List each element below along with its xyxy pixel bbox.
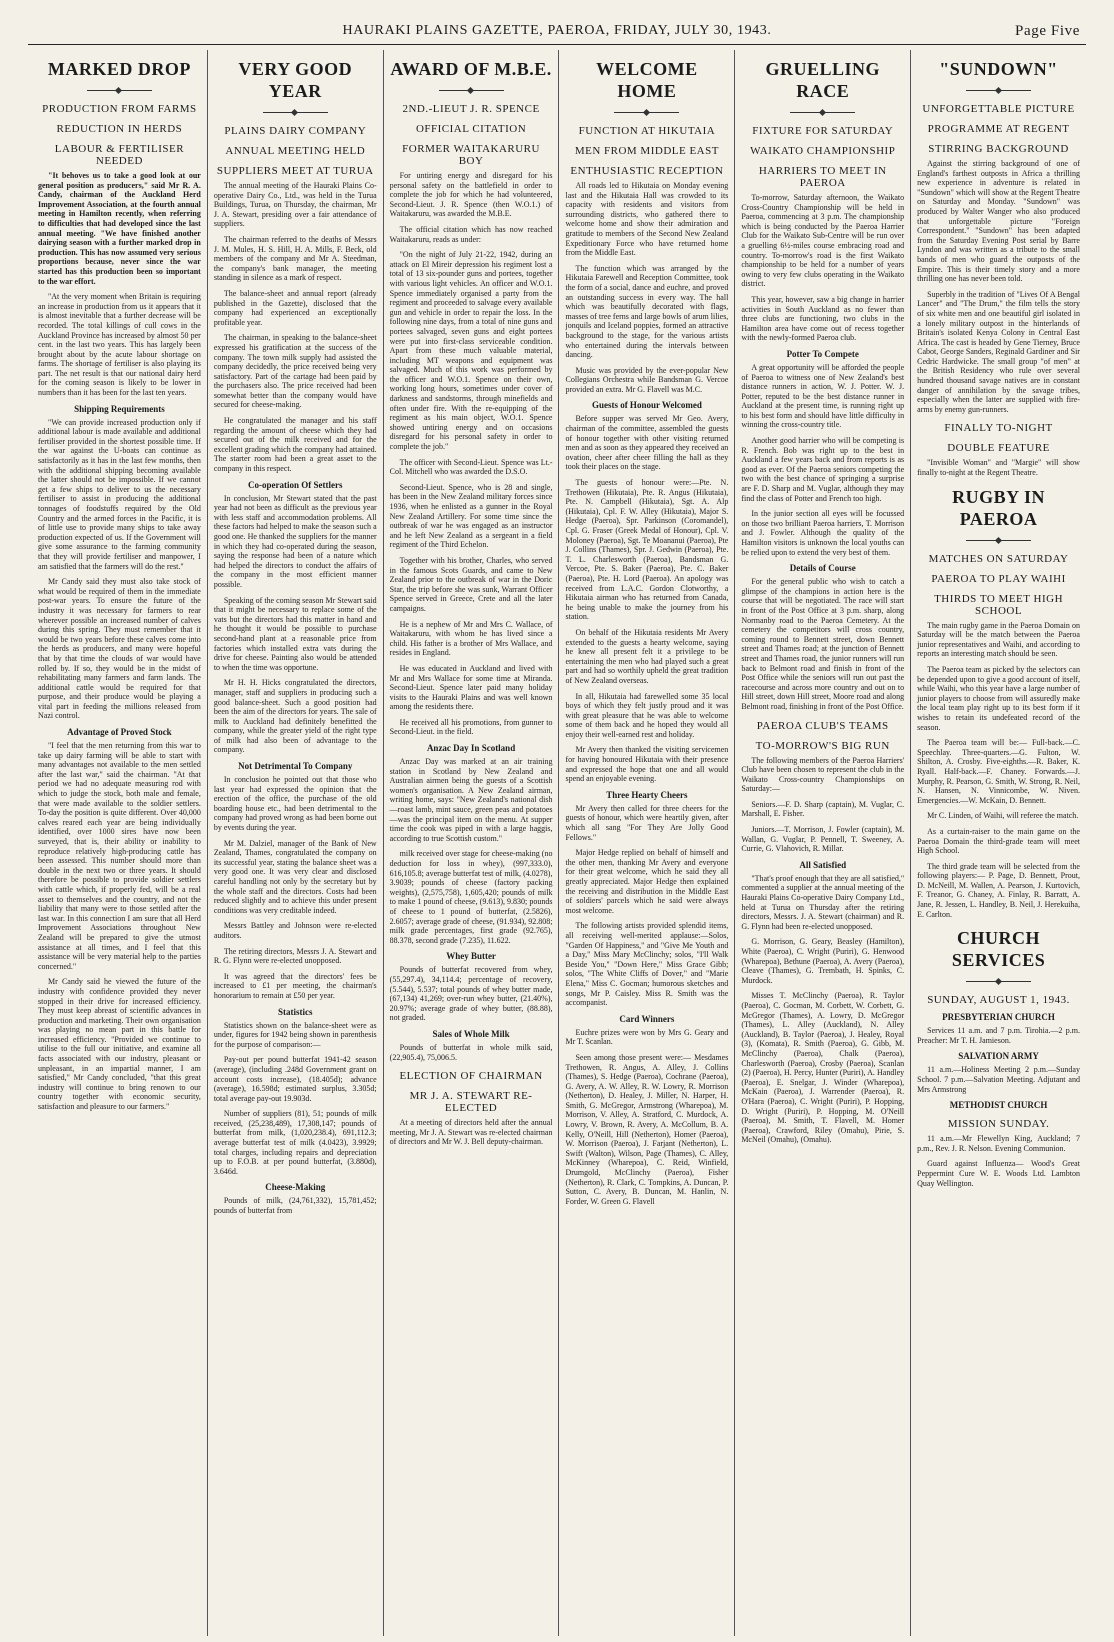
crosshead: Whey Butter: [446, 951, 496, 962]
article-headline: RUGBY IN PAEROA: [952, 486, 1045, 529]
article-paragraph: Major Hedge replied on behalf of himself and the other men, thanking Mr Avery and everyone for their great welcome, which he said they all greatly appreciated. Major Hedge then explained the receiving and distribution in the Middle East of soldiers' parcels which he said were always most welcome.: [565, 848, 729, 915]
article-paragraph: The main rugby game in the Paeroa Domain on Saturday will be the match between the Paeroa junior representatives and Waihi, and according to reports an interesting match should be seen.: [917, 620, 1080, 659]
article-headline: WELCOME HOME: [596, 59, 698, 101]
crosshead: Shipping Requirements: [74, 403, 165, 414]
sub-headline: SUNDAY, AUGUST 1, 1943.: [927, 994, 1070, 1007]
sub-headline: DOUBLE FEATURE: [947, 442, 1050, 455]
article-paragraph: Mr C. Linden, of Waihi, will referee the match.: [927, 811, 1079, 821]
article-headline: "SUNDOWN": [939, 59, 1058, 79]
sub-headline: ELECTION OF CHAIRMAN: [399, 1070, 543, 1083]
article-paragraph: Seniors.—F. D. Sharp (captain), M. Vuglar, C. Marshall, E. Fisher.: [741, 799, 905, 819]
sub-headline: MEN FROM MIDDLE EAST: [574, 145, 719, 157]
article-paragraph: Statistics shown on the balance-sheet were as under, figures for 1942 being shown in parenthesis for the purpose of comparison:—: [213, 1020, 377, 1049]
sub-headline: FUNCTION AT HIKUTAIA: [578, 125, 716, 137]
article-paragraph: The Paeroa team will be:— Full-back.—C. Speechlay. Three-quarters.—G. Fulton, W. Shilton, A. Crosby. Five-eighths.—R. Baker, K. Ryall. Half-back.—F. Chaney. Forwards.—J. Murphy, R. Pearson, G. Smith, W. Strong, R. Neil, N. Hansen, N. Vinnicombe, W. Niven. Emergencies.—W. McKain, D. Bennett.: [917, 738, 1080, 805]
article-paragraph: Euchre prizes were won by Mrs G. Geary and Mr T. Scanlan.: [565, 1027, 729, 1047]
sub-headline: MATCHES ON SATURDAY: [928, 552, 1069, 565]
crosshead: PRESBYTERIAN CHURCH: [942, 1012, 1055, 1023]
article-paragraph: Mr Avery then called for three cheers for the guests of honour, which were heartily given, after which all sang "For They Are Jolly Good Fellows.": [565, 803, 729, 842]
sub-headline: ANNUAL MEETING HELD: [225, 145, 366, 157]
sub-headline: PRODUCTION FROM FARMS: [42, 103, 197, 115]
article-paragraph: Speaking of the coming season Mr Stewart said that it might be necessary to replace some of the vats but the directors had this matter in hand and he thought it would be possible to purchase second-hand plant at a reasonable price from factories which installed extra vats during the drive for cheese. Painting also would be attended to when the time was opportune.: [213, 595, 377, 672]
article-paragraph: The function which was arranged by the Hikutaia Farewell and Reception Committee, took the form of a social, dance and euchre, and proved an outstanding success in every way. The hall which was beautifully decorated with flags, masses of tree ferns and large bowls of arum lilies, jonquils and Iceland poppies, formed an attractive background to the stage, for the various artists who entertained during the intervals between dancing.: [565, 263, 729, 360]
sub-headline: REDUCTION IN HERDS: [56, 123, 183, 135]
sub-headline: MR J. A. STEWART RE-ELECTED: [409, 1090, 533, 1115]
article-paragraph: "On the night of July 21-22, 1942, during an attack on El Mireir depression his regiment lost a total of 13 six-pounder guns and portees, together with various light vehicles. An officer and W.O.1. Spence immediately organised a party from the regiment and proceeded to salvage every available gun and vehicle in order to repair the loss. In the following nine days, from a total of nine guns and portees salvaged, seven guns and eight portees were put into first-class serviceable condition. Apart from these much valuable material, including MT weapons and equipment was salvaged. Much of this work was performed by the officer and W.O.1. Spence on their own, working long hours, sometimes under cover of darkness and sandstorms, through minefields and often under fire. With the re-equipping of the regiment as his main object, W.O.1. Spence showed untiring energy and on occasions disregard for his personal safety in order to complete the job.": [389, 250, 553, 452]
crosshead: Advantage of Proved Stock: [67, 727, 172, 738]
article-paragraph: As a curtain-raiser to the main game on the Paeroa Domain the third-grade team will meet High School.: [917, 826, 1080, 856]
article-paragraph: Music was provided by the ever-popular New Collegians Orchestra while Bandsman G. Vercoe provided an extra. Mr G. Flavell was M.C.: [565, 365, 729, 394]
article-paragraph: It was agreed that the directors' fees be increased to £1 per meeting, the chairman's honorarium to remain at £50 per year.: [213, 971, 377, 1000]
sub-headline: 2ND.-LIEUT J. R. SPENCE: [402, 103, 540, 115]
crosshead: All Satisfied: [799, 859, 847, 870]
article-paragraph: Pay-out per pound butterfat 1941-42 season (average), (including .248d Government grant on account costs increase), (18.405d); advance (average), 16.598d; estimated surplus, 3.305d; total average pay-out 19.903d.: [213, 1055, 377, 1103]
masthead: [28, 18, 1086, 45]
article-paragraph: He is a nephew of Mr and Mrs C. Wallace, of Waitakaruru, with whom he has lived since a child. His father is a brother of Mrs Wallace, and resides in England.: [389, 619, 553, 658]
article-paragraph: Misses T. McClinchy (Paeroa), R. Taylor (Paeroa), C. Gocman, M. Corbett, W. Corbett, G. McGregor (Thames), A. Lowry, D. McGregor (Thames), L. Alley (Auckland), N. Alley (Auckland), B. Taylor (Paeroa), J. Healey, Royal (3), (Komata), R. Smith (Paeroa), G. Gibb, M. McClinchy (Paeroa), Chalk (Paeroa), Charlesworth (Paeroa), Crosby (Paeroa), Scanlan (2) (Paeroa), H. Percy, Hunter (Puriri), A. Handley (Paeroa), E. Snelgar, J. Winder (Wharepoa), McKain (Paeroa), J. Warrender (Paeroa), R. O'Hara (Paeroa), C. Wright (Puriri), P. Hopping, D. Wright (Puriri), P. Hopping, M. O'Neill (Paeroa), M. Smith, T. Flavell, M. Homer (Paeroa), Crawford, Riley (Omahu), Pirie, S. McNeil (Omahu), (Omahu).: [741, 991, 905, 1145]
crosshead: Statistics: [277, 1006, 313, 1017]
article-paragraph: "Invisible Woman" and "Margie" will show finally to-night at the Regent Theatre.: [917, 458, 1080, 478]
column-6: [910, 50, 1086, 1636]
article-paragraph: Pounds of butterfat recovered from whey, (55,297.4), 34,114.4; percentage of recovery, (5.544), 5.537; total pounds of whey butter made, (67,134) 41,269; over-run whey butter, (21.40%), 20.97%; average grade of whey butter, (88.88), not graded.: [389, 965, 553, 1023]
article-paragraph: Another good harrier who will be competing is R. French. Bob was right up to the best in Auckland a few years back and from reports is as good as ever. Of the Paeroa seniors competing the two with the best chance of springing a surprise are F. D. Sharp and M. Vuglar, although they may find the class of Potter and French too high.: [741, 436, 905, 503]
column-5: [734, 50, 910, 1636]
article-paragraph: Mr M. Dalziel, manager of the Bank of New Zealand, Thames, congratulated the company on its successful year, stating the balance sheet was a very good one. It was very clear and disclosed careful handling not only by the secretary but by the whole staff and the directors. Costs had been reduced slightly and to achieve this under present conditions was very creditable indeed.: [213, 838, 377, 915]
article-paragraph: The officer with Second-Lieut. Spence was Lt.-Col. Mitchell who was awarded the D.S.O.: [389, 457, 553, 477]
article-paragraph: Superbly in the tradition of "Lives Of A Bengal Lancer" and "The Drum," the film tells the story of six white men and one beautiful girl isolated in a lonely military outpost in the hinterlands of Britain's isolated Kenya Colony in Central East Africa. The cast is headed by Gene Tierney, Bruce Cabot, George Sanders, Reginald Gardiner and Sir Cedric Hardwicke. The small group "of men" at the British Residency who rule over several hundred thousand savage natives are in constant danger of annihilation by the savage tribes, especially when the latter are supplied with fire-arms by enemy gun-runners.: [917, 289, 1080, 414]
headline-rule: [966, 90, 1031, 91]
article-paragraph: 11 a.m.—Mr Flewellyn King, Auckland; 7 p.m., Rev. J. R. Nelson. Evening Communion.: [917, 1134, 1080, 1153]
article-paragraph: The Paeroa team as picked by the selectors can be depended upon to give a good account of itself, while Waihi, who this year have a large number of junior players to choose from will assuredly make the local team play right up to its best form if it wishes to retain its undefeated record of the season.: [917, 665, 1080, 732]
crosshead: Sales of Whole Milk: [432, 1028, 510, 1039]
article-paragraph: The guests of honour were:—Pte. N. Trethowen (Hikutaia), Pte. R. Angus (Hikutaia), Pte. N. Campbell (Hikutaia), Sgt. A. Alp (Hikutaia), Cpl. F. W. Alley (Hikutaia), Major S. Hedge (Paeroa), Spr. Parkinson (Coromandel), Cpl. G. Fraser (Greek Medal of Honour), Cpl. V. Moloney (Paeroa), Sgt. Te Moananui (Paeroa), Pte J. Collins (Thames), Spr. J. Gedwin (Paeroa), Pte. T. L. Charlesworth (Paeroa), Bandsman G. Vercoe, Pte. S. Baker (Paeroa), Pte. C. Baker (Paeroa), Pte. H. Lord (Paeroa). An apology was received from L.A.C. Gordon Clotworthy, a Hikutaia airman who has returned from Canada, he being unable to make the journey from his station.: [565, 478, 729, 622]
crosshead: Cheese-Making: [265, 1182, 326, 1193]
article-paragraph: The chairman, in speaking to the balance-sheet expressed his gratification at the success of the company. The town milk supply had assisted the company decidedly, the price received being very satisfactory. Part of the cartage had been paid by the purchasers also. The price received had been somewhat better than the company would have secured for cheese-making.: [213, 333, 377, 410]
article-paragraph: Services 11 a.m. and 7 p.m. Tirohia.—2 p.m. Preacher: Mr T. H. Jamieson.: [917, 1026, 1080, 1045]
crosshead: Potter To Compete: [786, 348, 859, 359]
crosshead: Guests of Honour Welcomed: [591, 400, 702, 411]
article-paragraph: The official citation which has now reached Waitakaruru, reads as under:: [389, 224, 553, 244]
article-paragraph: At a meeting of directors held after the annual meeting, Mr J. A. Stewart was re-elected chairman of directors and Mr W. J. Bell deputy-chairman.: [389, 1118, 553, 1147]
article-paragraph: The third grade team will be selected from the following players:— P. Page, D. Bennett, Prout, D. McNeill, M. Wallen, A. Pearson, J. Kurtovich, F. Treanor, G. Chaney, A. Finlay, R. Barratt, A. Jane, R. Jessen, L. Handley, B. Neil, J. Herekuiha, E. Carlton.: [917, 861, 1080, 919]
crosshead: METHODIST CHURCH: [949, 1100, 1048, 1111]
headline-rule: [790, 112, 855, 113]
column-4: [558, 50, 734, 1636]
article-paragraph: This year, however, saw a big change in harrier activities in South Auckland as no fewer than three clubs are functioning, two clubs in the Hamilton area have come out of recess together with the newly-formed Paeroa club.: [741, 294, 905, 343]
crosshead: Not Detrimental To Company: [238, 761, 353, 772]
sub-headline: PLAINS DAIRY COMPANY: [224, 125, 367, 137]
headline-rule: [966, 540, 1031, 541]
sub-headline: FINALLY TO-NIGHT: [944, 422, 1053, 435]
article-paragraph: All roads led to Hikutaia on Monday evening last and the Hikutaia Hall was crowded to its capacity with residents and visitors from surrounding districts, who gathered there to welcome home and show their admiration and gratitude to members of the Second New Zealand Expeditionary Force who have returned home from the Middle East.: [565, 181, 729, 258]
article-paragraph: He congratulated the manager and his staff regarding the amount of cheese which they had secured out of the milk received and for the excellent grading which the company had attained. The starter room had been a great asset to the company in this respect.: [213, 416, 377, 474]
article-paragraph: Pounds of milk, (24,761,332), 15,781,452; pounds of butterfat from: [213, 1196, 377, 1216]
sub-headline: ENTHUSIASTIC RECEPTION: [570, 165, 724, 177]
article-paragraph: In conclusion, Mr Stewart stated that the past year had not been as difficult as the previous year with less staff and accommodation problems. All these factors had helped to make the season such a good one. He thanked the suppliers for the manner in which they had co-operated during the season, saying the response had been of a nature which had helped the directors to conduct the affairs of the company in the most efficient manner possible.: [213, 493, 377, 589]
article-paragraph: Mr H. H. Hicks congratulated the directors, manager, staff and suppliers in producing such a good balance-sheet. Such a good position had been the aim of the directors for years. The sale of milk to Auckland had definitely benefitted the company, while the greater yield of the right type of milk had also been of advantage to the company.: [213, 678, 377, 755]
columns: [32, 50, 1086, 1636]
article-paragraph: Together with his brother, Charles, who served in the famous Scots Guards, and came to New Zealand prior to the outbreak of war in the Doric Star, the trip before she was sunk, Warrant Officer Spence served in Greece, Crete and all the later campaigns.: [389, 555, 553, 613]
headline-rule: [614, 112, 679, 113]
article-paragraph: He received all his promotions, from gunner to Second-Lieut. in the field.: [389, 717, 553, 737]
article-paragraph: The annual meeting of the Hauraki Plains Co-operative Dairy Co., Ltd., was held in the Turua Buildings, Turua, on Thursday, the chairman, Mr J. A. Stewart, presiding over a fair attendance of suppliers.: [213, 181, 377, 229]
article-headline: GRUELLING RACE: [765, 59, 880, 101]
page-number: Page Five: [1015, 22, 1080, 39]
crosshead: Three Hearty Cheers: [606, 789, 688, 800]
sub-headline: PROGRAMME AT REGENT: [927, 123, 1070, 135]
article-paragraph: Mr Candy said he viewed the future of the industry with confidence provided they never stopped in their drive for increased efficiency. They must keep abreast of scientific advances in production and marketing. Their own organisation was playing no mean part in this battle for increased efficiency. "Provided we continue to utilise to the full our initiative, and examine all facts associated with our industry, pleasant or unpleasant, in an impartial manner, I am satisfied," Mr Candy concluded, "that this great industry will continue to bring renown to our country together with economic security, satisfaction and pleasure to our farmers.": [38, 977, 201, 1112]
article-paragraph: The balance-sheet and annual report (already published in the Gazette), disclosed that the company had experienced an exceptionally profitable year.: [213, 288, 377, 327]
article-paragraph: The following artists provided splendid items, all receiving well-merited applause:—Solos, "Garden Of Happiness," and "Give Me Youth and a Day," Miss Mary McClinchy; solos, "I'll Walk Beside You," "Down Here," Miss Grace Gibb; solos, "The White Cliffs of Dover," and "Marie Elena," Miss C. Gocman; humorous sketches and songs, Mr P. Caisley. Miss R. Smith was the accompanist.: [565, 921, 729, 1008]
column-1: [32, 50, 207, 1636]
article-paragraph: Seen among those present were:— Mesdames Trethowen, R. Angus, A. Alley, J. Collins (Thames), S. Hedge (Paeroa), Cochrane (Paeroa), G. Avery, A. W. Alley, R. W. Lowry, R. Morrison (Netherton), D. Healey, J. Miller, N. Harper, H. Smith, G. McGregor, Armstrong (Wharepoa), M. Morrison, V. Alley, A. Stratford, C. Murdock, A. Lowry, V. Brown, R. Avery, A. McCollum, B. A. Kelly, O'Neill, Hill (Netherton), Homer (Paeroa), W. Morrison (Paeroa), J. Farjant (Netherton), L. Swift (Walton), Wilson, Page (Thames), C. Alley, McKinney (Wharepoa), C. Reid, Winfield, Drumgold, McClinchy (Paeroa), Fisher (Netherton), R. Clark, C. Tompkins, A. Duncan, P. Sutton, C. Avery, B. Duncan, M. Hanlin, N. Forder, W. Green G. Flavell: [565, 1052, 729, 1206]
sub-headline: PAEROA TO PLAY WAIHI: [931, 572, 1066, 585]
article-headline: MARKED DROP: [47, 59, 191, 79]
article-paragraph: Mr Candy said they must also take stock of what would be required of them in the immediate post-war years. To ensure the future of the industry it was necessary for farmers to rear wherever possible an increased number of calves during this spring. They must remember that it would be two years before these calves come into the herds as producers, and many were hopeful that by that time the clouds of war would have rolled by. If so, they would be in the midst of rehabilitating many farmers and farm lands. The additional cattle would be required for that purpose, and their produce would be playing a vital part in feeding the millions released from Nazi control.: [38, 577, 201, 721]
headline-rule: [966, 981, 1031, 982]
sub-headline: HARRIERS TO MEET IN PAEROA: [758, 165, 887, 189]
sub-headline: PAEROA CLUB'S TEAMS: [756, 719, 889, 732]
article-paragraph: To-morrow, Saturday afternoon, the Waikato Cross-Country Championship will be held in Paeroa, commencing at 3 p.m. The championship which is being conducted by the Paeroa Harrier Club for the Waikato Sub-Centre will be run over a gruelling 6½-miles course embracing road and country. To-morrow's road is the first Waikato championship to be held for a number of years owing to very few clubs operating in the Waikato district.: [741, 193, 905, 289]
article-paragraph: Number of suppliers (81), 51; pounds of milk received, (25,238,489), 17,308,147; pounds of butterfat from milk, (1,020,238.4), 691,112.3; average butterfat test of milk (4.0423), 3.9929; total charges, including repairs and depreciation up to F.O.B. at per pound butterfat, (3.880d), 3.646d.: [213, 1109, 377, 1176]
article-paragraph: G. Morrison, G. Geary, Beasley (Hamilton), White (Paeroa), C. Wright (Puriri), G. Henwood (Wharepoa), Bethune (Paeroa), A. Avery (Paeroa), Cleave (Thames), G. Trembath, H. Spinks, C. Murdock.: [741, 937, 905, 985]
crosshead: Co-operation Of Settlers: [248, 479, 343, 490]
article-paragraph: The retiring directors, Messrs J. A. Stewart and R. G. Flynn were re-elected unopposed.: [213, 946, 377, 966]
article-paragraph: Anzac Day was marked at an air training station in Scotland by New Zealand and Australian airmen being the guests of a Scottish women's organisation. A New Zealand airman, writing home, says: "New Zealand's national dish—roast lamb, mint sauce, green peas and potatoes—was the principal item on the menu. At supper time the cook was piped in with a large haggis, according to true Scottish custom.": [389, 757, 553, 843]
article-paragraph: Messrs Battley and Johnson were re-elected auditors.: [213, 921, 377, 940]
article-paragraph: Before supper was served Mr Geo. Avery, chairman of the committee, assembled the guests of honour together with other visiting returned men and as soon as they appeared they received an ovation, cheer after cheer filling the hall as they took their places on the stage.: [565, 414, 729, 472]
article-paragraph: For the general public who wish to catch a glimpse of the champions in action here is the course that will be negotiated. The race will start in front of the Post Office at 3 p.m. sharp, along Normanby road to the Paeroa Cemetery. At the cemetery the competitors will cross country, coming round to Bennett street, down Bennett street and Thames road; at the junction of Bennett street and Thames road, the junior runners will run back to Belmont road and finish in front of the Post Office while the seniors will run out past the racecourse and across more country and out on to Hill street, down Hill street, Moore road and along Belmont road, finishing in front of the Post Office.: [741, 577, 905, 711]
article-paragraph: On behalf of the Hikutaia residents Mr Avery extended to the guests a hearty welcome, saying he knew all present felt it a privilege to be entertaining the men who had played such a great part and had so worthily upheld the great tradition of New Zealand overseas.: [565, 627, 729, 685]
sub-headline: MISSION SUNDAY.: [947, 1118, 1050, 1131]
article-paragraph: The chairman referred to the deaths of Messrs J. M. Mules, H. S. Hill, H. A. Mills, F. Beck, old members of the company and Mr A. Steedman, the company's bank manager, the meeting standing in silence as a mark of respect.: [213, 234, 377, 283]
article-paragraph: milk received over stage for cheese-making (no deduction for loss in whey), (997,333.0), 616,105.8; average butterfat test of milk, (4.0278), 3.9039; pounds of cheese (factory packing weights), (2,575,758), 1,605,420; pounds of milk to make 1 pound of cheese, (9.613), 9.830; pounds of cheese to 1 pound of butterfat, (2.5826), 2.6057; average grade of cheese, (91.934), 92.808; milk grade percentages, first grade (92.765), 88.378, second grade (7.235), 11.622.: [389, 849, 553, 945]
article-paragraph: The following members of the Paeroa Harriers' Club have been chosen to represent the club in the Waikato Cross-country Championships on Saturday:—: [741, 755, 905, 794]
article-paragraph: Mr Avery then thanked the visiting servicemen for having honoured Hikutaia with their presence and expressed the hope that one and all would spend an enjoyable evening.: [565, 745, 729, 784]
sub-headline: WAIKATO CHAMPIONSHIP: [750, 145, 896, 157]
headline-rule: [87, 90, 152, 91]
article-paragraph: In all, Hikutaia had farewelled some 35 local boys of which they felt justly proud and it was with great pleasure that he was able to welcome some of them back and he hoped they would all enjoy their well-earned rest and holiday.: [565, 691, 729, 739]
article-headline: AWARD OF M.B.E.: [390, 59, 552, 79]
crosshead: SALVATION ARMY: [958, 1051, 1039, 1062]
sub-headline: FORMER WAITAKARURU BOY: [402, 143, 540, 167]
sub-headline: FIXTURE FOR SATURDAY: [752, 125, 894, 137]
article-paragraph: For untiring energy and disregard for his personal safety on the battlefield in order to complete the job for which he had volunteered, Second-Lieut. J. R. Spence (then W.O.1.) of Waitakaruru, was awarded the M.B.E.: [389, 171, 553, 219]
article-paragraph: He was educated in Auckland and lived with Mr and Mrs Wallace for some time at Miranda. Second-Lieut. Spence later paid many holiday visits to the Hauraki Plains and was well known among the residents there.: [389, 663, 553, 712]
article-paragraph: Juniors.—T. Morrison, J. Fowler (captain), M. Wallan, G. Vuglar, P. Pennell, T. Sweeney, A. Currie, G. Vlahovich, R. Millar.: [741, 825, 905, 854]
article-paragraph: "It behoves us to take a good look at our general position as producers," said Mr R. A. Candy, chairman of the Auckland Herd Improvement Association, at the fourth annual meeting in Hamilton recently, when referring to difficulties that had developed since the last annual meeting. "We have finished another dairying season with a further marked drop in production. This has now assumed very serious proportions because, never since the war started has this production been so important to the war effort.: [38, 171, 201, 286]
article-paragraph: Second-Lieut. Spence, who is 28 and single, has been in the New Zealand military forces since 1936, when he enlisted as a gunner in the Royal New Zealand Artillery. For some time since the outbreak of war he was engaged as an instructor and he left New Zealand as a sergeant in a field regiment of the Third Echelon.: [389, 482, 553, 550]
sub-headline: THIRDS TO MEET HIGH SCHOOL: [934, 592, 1064, 617]
article-paragraph: "I feel that the men returning from this war to take up dairy farming will be able to start with many advantages not available to the men settled after the last war," said the chairman. "At that period we had no adequate measuring rod with which to judge the stock, both male and female, that were made available to the soldier settlers. To-day the position is quite different. Over 40,000 calves reared each year are being individually identified, over 1000 sires have now been surveyed, that is, their ability or inability to reproduce relatively high-producing cattle has been assessed. This number should more than double in the next two or three years. It should therefore be possible to provide soldier settlers with cattle which, if properly fed, will be a real asset to themselves and the country, and not the liability that many were to those settled after the last war. In this connection I am sure that all Herd Improvement Associations throughout New Zealand will be prepared to give the utmost assistance at all times, and I feel that this assistance will be very material help to the parties concerned.": [38, 741, 201, 971]
crosshead: Anzac Day In Scotland: [426, 743, 516, 754]
article-headline: CHURCH SERVICES: [951, 928, 1046, 971]
article-paragraph: A great opportunity will be afforded the people of Paeroa to witness one of New Zealand's best distance runners in action, W. J. Potter. W. J. Potter, reputed to be the best distance runner in Auckland at the present time, is running right up to his best form and should have little difficulty in winning the cross-country title.: [741, 362, 905, 430]
sub-headline: TO-MORROW'S BIG RUN: [755, 739, 890, 752]
sub-headline: SUPPLIERS MEET AT TURUA: [216, 165, 374, 177]
sub-headline: OFFICIAL CITATION: [415, 123, 527, 135]
article-paragraph: Guard against Influenza— Wood's Great Peppermint Cure W. E. Woods Ltd. Lambton Quay Wellington.: [917, 1159, 1080, 1188]
article-paragraph: "We can provide increased production only if additional labour is made available and additional fertiliser provided in the shortest possible time. If the war against the U-boats can continue as satisfactorily as it has in the last few months, then with the additional shipping becoming available the latter should not be impossible. If we cannot get a few ships to deliver to us the necessary fertiliser to assist in producing the additional tonnages of foodstuffs required by the Old Country and the armed forces in the Pacific, it is of little use to provide many ships to take away production expected of us. If the Government will give some assurance to the farming community that they will provide fertiliser and manpower, I am satisfied that the farmers will do the rest.": [38, 417, 201, 571]
article-paragraph: 11 a.m.—Holiness Meeting 2 p.m.—Sunday School. 7 p.m.—Salvation Meeting. Adjutant and Mrs Armstrong: [917, 1065, 1080, 1094]
column-2: [207, 50, 383, 1636]
sub-headline: UNFORGETTABLE PICTURE: [922, 103, 1075, 115]
sub-headline: STIRRING BACKGROUND: [928, 143, 1069, 155]
crosshead: Card Winners: [619, 1013, 675, 1024]
article-paragraph: "That's proof enough that they are all satisfied," commented a supplier at the annual meeting of the Hauraki Plains Co-operative Dairy Company Ltd., held at Turua on Thursday after the retiring directors, Messrs. J. A. Stewart (chairman) and R. G. Flynn had been re-elected unopposed.: [741, 873, 905, 931]
article-headline: VERY GOOD YEAR: [238, 59, 353, 101]
article-paragraph: "At the very moment when Britain is requiring an increase in production from us it appears that it is almost inevitable that a further decrease will be recorded. The total killings of cull cows in the Auckland Province has increased by almost 50 per cent. in the last two years. This has largely been brought about by the acute labour shortage on farms. The shortage of fertiliser is also playing its part. The net result is that our national dairy herd for the coming season is likely to be lower in numbers than it has been for the last ten years.: [38, 292, 201, 398]
sub-headline: LABOUR & FERTILISER NEEDED: [54, 143, 185, 167]
headline-rule: [439, 90, 504, 91]
masthead-title: HAURAKI PLAINS GAZETTE, PAEROA, FRIDAY, JULY 30, 1943.: [342, 23, 772, 38]
headline-rule: [263, 112, 328, 113]
crosshead: Details of Course: [789, 563, 856, 574]
article-paragraph: Against the stirring background of one of England's farthest outposts in Africa a thrilling new experience in adventure is related in "Sundown" which will show at the Regent Theatre on Saturday and Monday. "Sundown" was produced by Walter Wanger who also produced that unforgettable picture "Foreign Correspondent." "Sundown" has been adapted from the Saturday Evening Post serial by Barre Lyndon and was written as a tribute to the small bands of men who guard the outposts of the Empire. This is their timely story and a more thrilling one has never been told.: [917, 159, 1080, 284]
article-paragraph: In the junior section all eyes will be focussed on those two brilliant Paeroa harriers, T. Morrison and J. Fowler. Although the quality of the Hamilton visitors is unknown the local youths can be relied upon to extend the very best of them.: [741, 509, 905, 557]
article-paragraph: In conclusion he pointed out that those who last year had expressed the opinion that the erection of the office, the purchase of the old boarding house etc., had been detrimental to the company had proved wrong as had been borne out by events during the year.: [213, 775, 377, 833]
article-paragraph: Pounds of butterfat in whole milk said, (22,905.4), 75,006.5.: [389, 1042, 553, 1062]
column-3: [383, 50, 559, 1636]
